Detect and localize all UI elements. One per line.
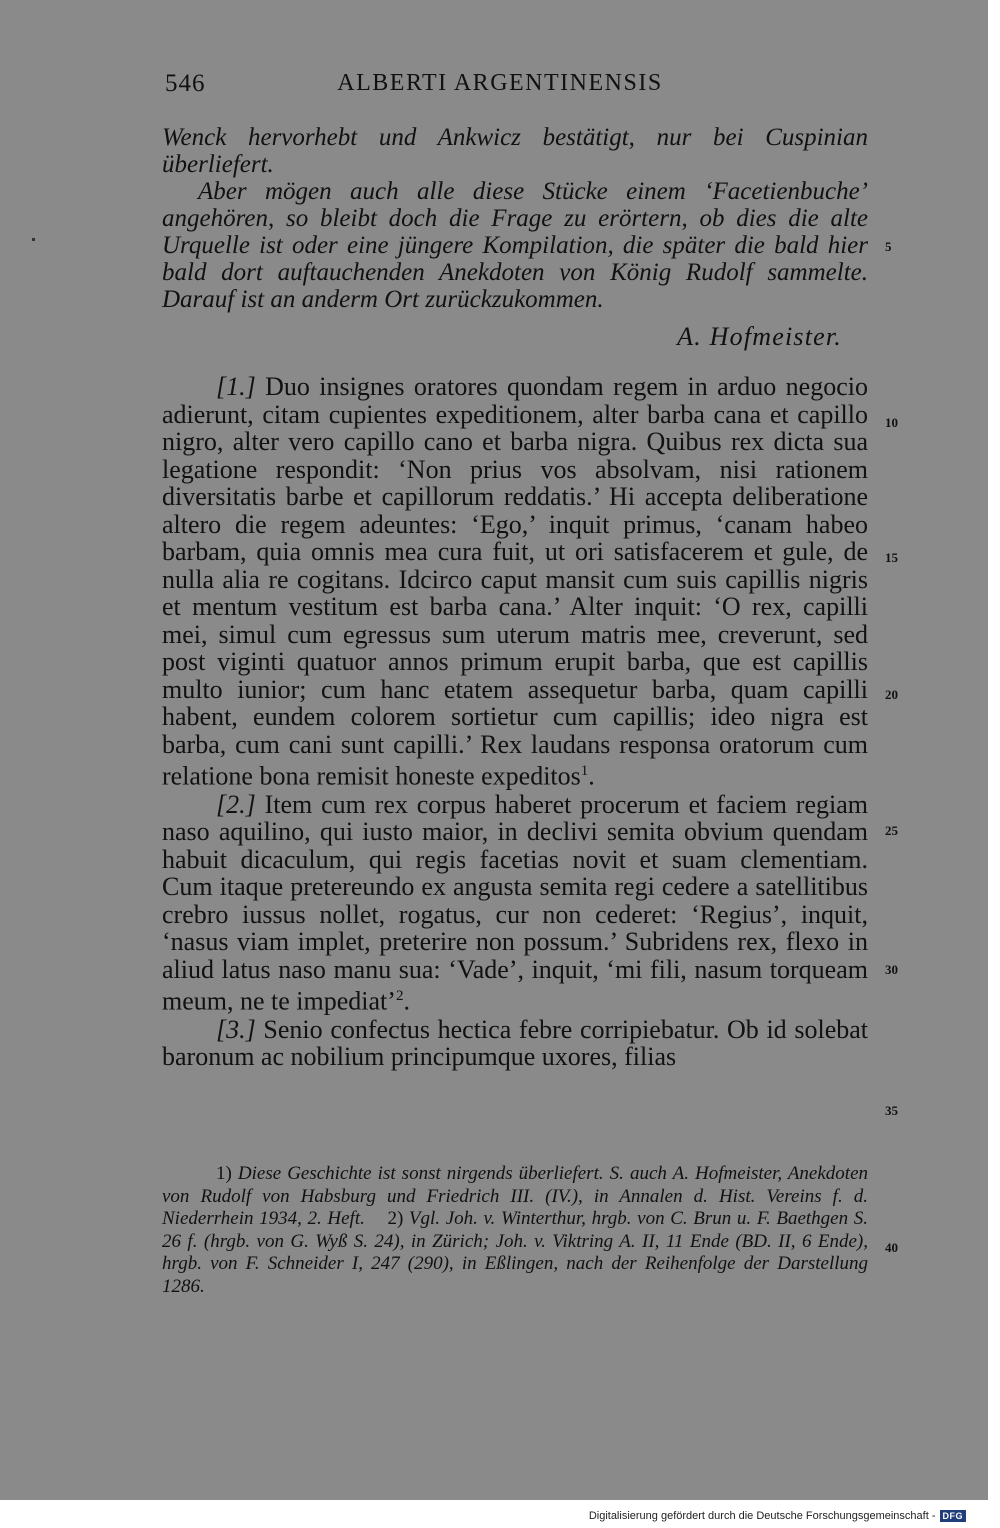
section-3-text: Senio confectus hectica febre corripiebatur. Ob id solebat baronum ac nobilium principumque uxores, filias [162, 1014, 868, 1072]
section-2-end: . [403, 986, 410, 1016]
section-1-number: [1.] [216, 372, 256, 401]
section-2-text: Item cum rex corpus haberet procerum et faciem regiam naso aquilino, qui iusto maior, in declivi semita obvium quendam habuit dicaculum, qui regis facetias novit et suam clementiam. Cum itaque pretereundo ex angusta semita regi cedere a satellitibus crebro iussus nollet, rogatus, cur non cederet: ‘Regius’, inquit, ‘nasus viam implet, preterire non possum.’ Subridens rex, flexo in aliud latus naso manu sua: ‘Vade’, inquit, ‘mi fili, nasum torqueam meum, ne te impediat’ [162, 789, 868, 1016]
footnote-1-text: Diese Geschichte ist sonst nirgends überliefert. S. auch A. Hofmeister, Anekdoten von Rudolf von Habsburg und Friedrich III. (IV.), in Annalen d. Hist. Vereins f. d. Niederrhein 1934, 2. Heft. [162, 1163, 868, 1229]
running-title: ALBERTI ARGENTINENSIS [337, 70, 663, 96]
main-text [162, 373, 868, 1071]
section-3-number: [3.] [216, 1014, 256, 1044]
credit-text: Digitalisierung gefördert durch die Deutsche Forschungsgemeinschaft - [588, 1510, 936, 1522]
section-3 [162, 1016, 868, 1071]
intro-paragraph-2: Aber mögen auch alle diese Stücke einem ‘Facetienbuche’ angehören, so bleibt doch die Frage zu erörtern, ob dies die alte Urquelle ist oder eine jüngere Kompilation, die später die bald hier bald dort auftauchenden Anekdoten von König Rudolf sammelte. Darauf ist an anderm Ort zurückzukommen. [162, 178, 868, 313]
footnote-1-number: 1) [216, 1163, 232, 1184]
line-number: 15 [885, 550, 898, 565]
section-1-text: Duo insignes oratores quondam regem in arduo negocio adierunt, citam cupientes expeditionem, alter barba cana et capillo nigro, alter vero capillo cano et barba nigra. Quibus rex dicta sua legatione respondit: ‘Non prius vos absolvam, nisi rationem diversitatis barbe et capillorum reddatis.’ Hi accepta deliberatione altero die regem adeuntes: ‘Ego,’ inquit primus, ‘canam habeo barbam, quia omnis mea cura fuit, ut ori satisfacerem et gule, de nulla alia re cogitans. Idcirco caput mansit cum suis capillis nigris et mentum vestitum est barba cana.’ Alter inquit: ‘O rex, capilli mei, simul cum egressus sum uterum matris mee, creverunt, sed post viginti quatuor annos primum erupit barba, que est capillis multo iunior; cum hanc etatem assequetur barba, quam capilli habent, eundem colorem sortietur cum capillis; ideo nigra est barba, cum cani sunt capilli.’ Rex laudans responsa oratorum cum relatione bona remisit honeste expeditos [162, 372, 868, 791]
section-1-end: . [588, 761, 595, 791]
line-number: 5 [885, 239, 892, 254]
line-number: 10 [885, 415, 898, 430]
footnotes [162, 1163, 868, 1298]
section-2 [162, 791, 868, 1016]
digitization-credit [589, 1510, 966, 1522]
line-number: 30 [885, 962, 898, 977]
intro-paragraph-1: Wenck hervorhebt und Ankwicz bestätigt, nur bei Cuspinian überliefert. [162, 124, 868, 178]
dfg-logo: DFG [940, 1510, 967, 1522]
footnote-2-text: Vgl. Joh. v. Winterthur, hrgb. von C. Brun u. F. Baethgen S. 26 f. (hrgb. von G. Wyß S. 24), in Zürich; Joh. v. Viktring A. II, 11 Ende (BD. II, 6 Ende), hrgb. von F. Schneider I, 247 (290), in Eßlingen, nach der Reihenfolge der Darstellung 1286. [162, 1208, 869, 1297]
footnote-ref-1: 1 [580, 763, 589, 779]
author-signature: A. Hofmeister. [677, 322, 842, 351]
footnote-2-number: 2) [387, 1208, 404, 1229]
scan-speck [32, 238, 35, 241]
section-1 [162, 373, 868, 790]
line-number: 25 [885, 823, 898, 838]
section-2-number: [2.] [216, 789, 256, 819]
page-number: 546 [165, 70, 206, 97]
line-number: 40 [885, 1240, 898, 1255]
line-number: 35 [885, 1103, 898, 1118]
intro-text [162, 124, 868, 313]
footnote-ref-2: 2 [395, 988, 404, 1005]
line-number: 20 [885, 687, 898, 702]
